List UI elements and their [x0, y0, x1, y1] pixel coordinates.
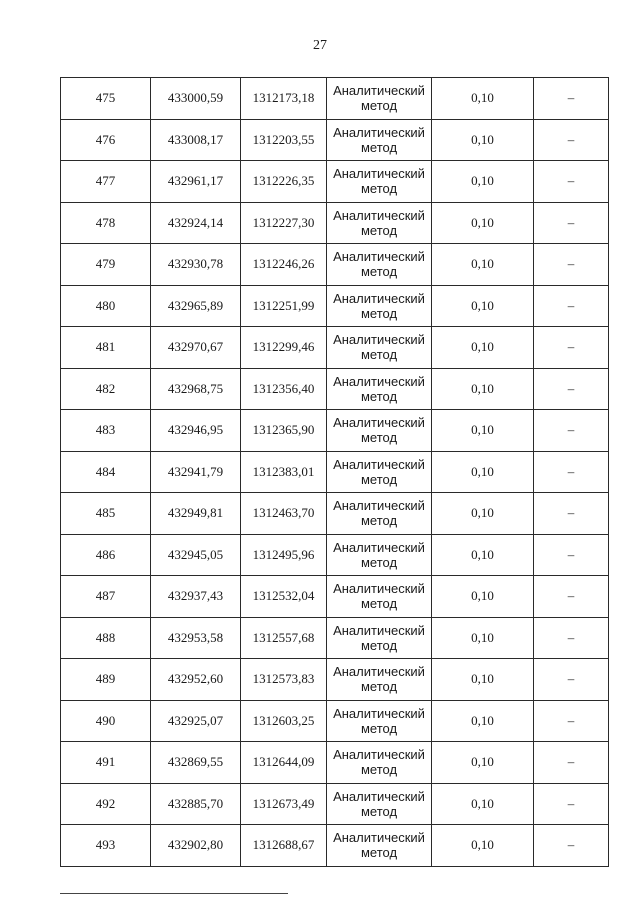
- method-label-line1: Аналитический: [333, 747, 425, 763]
- method-label-line2: метод: [360, 471, 398, 487]
- method-label-line1: Аналитический: [333, 249, 425, 265]
- y-coordinate-cell: 1312173,18: [241, 78, 327, 120]
- error-value-cell: 0,10: [432, 534, 534, 576]
- point-number-cell: 478: [61, 202, 151, 244]
- method-label-line2: метод: [360, 762, 398, 778]
- error-value-cell: 0,10: [432, 368, 534, 410]
- method-cell: [327, 327, 432, 369]
- x-coordinate-cell: 432930,78: [151, 244, 241, 286]
- method-cell: [327, 783, 432, 825]
- method-label-line1: Аналитический: [333, 498, 425, 514]
- dash-cell: –: [534, 576, 609, 618]
- table-row: [61, 659, 609, 701]
- method-label-line1: Аналитический: [333, 166, 425, 182]
- point-number-cell: 493: [61, 825, 151, 867]
- error-value-cell: 0,10: [432, 161, 534, 203]
- y-coordinate-cell: 1312644,09: [241, 742, 327, 784]
- y-coordinate-cell: 1312573,83: [241, 659, 327, 701]
- table-row: [61, 410, 609, 452]
- method-label-line2: метод: [360, 596, 398, 612]
- y-coordinate-cell: 1312463,70: [241, 493, 327, 535]
- method-label-line1: Аналитический: [333, 788, 425, 804]
- x-coordinate-cell: 432924,14: [151, 202, 241, 244]
- x-coordinate-cell: 432961,17: [151, 161, 241, 203]
- method-cell: [327, 617, 432, 659]
- method-label-line2: метод: [360, 264, 398, 280]
- method-cell: [327, 78, 432, 120]
- table-body: [61, 78, 609, 867]
- x-coordinate-cell: 433000,59: [151, 78, 241, 120]
- table-row: [61, 451, 609, 493]
- y-coordinate-cell: 1312603,25: [241, 700, 327, 742]
- point-number-cell: 480: [61, 285, 151, 327]
- method-cell: [327, 659, 432, 701]
- method-label-line1: Аналитический: [333, 664, 425, 680]
- y-coordinate-cell: 1312246,26: [241, 244, 327, 286]
- point-number-cell: 490: [61, 700, 151, 742]
- y-coordinate-cell: 1312226,35: [241, 161, 327, 203]
- error-value-cell: 0,10: [432, 78, 534, 120]
- method-cell: [327, 742, 432, 784]
- method-label-line1: Аналитический: [333, 456, 425, 472]
- point-number-cell: 488: [61, 617, 151, 659]
- x-coordinate-cell: 432946,95: [151, 410, 241, 452]
- method-label-line2: метод: [360, 305, 398, 321]
- table-row: [61, 700, 609, 742]
- x-coordinate-cell: 432885,70: [151, 783, 241, 825]
- method-label-line2: метод: [360, 139, 398, 155]
- y-coordinate-cell: 1312495,96: [241, 534, 327, 576]
- table-row: [61, 78, 609, 120]
- x-coordinate-cell: 432965,89: [151, 285, 241, 327]
- dash-cell: –: [534, 327, 609, 369]
- point-number-cell: 484: [61, 451, 151, 493]
- method-label-line1: Аналитический: [333, 373, 425, 389]
- dash-cell: –: [534, 659, 609, 701]
- dash-cell: –: [534, 825, 609, 867]
- method-cell: [327, 161, 432, 203]
- y-coordinate-cell: 1312299,46: [241, 327, 327, 369]
- method-label-line2: метод: [360, 720, 398, 736]
- dash-cell: –: [534, 368, 609, 410]
- error-value-cell: 0,10: [432, 700, 534, 742]
- point-number-cell: 477: [61, 161, 151, 203]
- table-row: [61, 285, 609, 327]
- x-coordinate-cell: 432952,60: [151, 659, 241, 701]
- table-row: [61, 368, 609, 410]
- dash-cell: –: [534, 742, 609, 784]
- method-label-line2: метод: [360, 845, 398, 861]
- method-cell: [327, 534, 432, 576]
- method-label-line2: метод: [360, 98, 398, 114]
- method-label-line1: Аналитический: [333, 705, 425, 721]
- dash-cell: –: [534, 78, 609, 120]
- method-cell: [327, 410, 432, 452]
- dash-cell: –: [534, 244, 609, 286]
- dash-cell: –: [534, 119, 609, 161]
- dash-cell: –: [534, 451, 609, 493]
- method-label-line2: метод: [360, 637, 398, 653]
- table-row: [61, 783, 609, 825]
- error-value-cell: 0,10: [432, 119, 534, 161]
- dash-cell: –: [534, 493, 609, 535]
- table-row: [61, 576, 609, 618]
- method-label-line1: Аналитический: [333, 83, 425, 99]
- method-cell: [327, 119, 432, 161]
- error-value-cell: 0,10: [432, 451, 534, 493]
- x-coordinate-cell: 432925,07: [151, 700, 241, 742]
- error-value-cell: 0,10: [432, 410, 534, 452]
- method-label-line1: Аналитический: [333, 622, 425, 638]
- method-cell: [327, 700, 432, 742]
- point-number-cell: 483: [61, 410, 151, 452]
- point-number-cell: 482: [61, 368, 151, 410]
- method-label-line1: Аналитический: [333, 415, 425, 431]
- dash-cell: –: [534, 285, 609, 327]
- error-value-cell: 0,10: [432, 285, 534, 327]
- error-value-cell: 0,10: [432, 742, 534, 784]
- table-row: [61, 119, 609, 161]
- table-row: [61, 617, 609, 659]
- error-value-cell: 0,10: [432, 493, 534, 535]
- point-number-cell: 489: [61, 659, 151, 701]
- error-value-cell: 0,10: [432, 617, 534, 659]
- table-row: [61, 534, 609, 576]
- method-label-line2: метод: [360, 554, 398, 570]
- y-coordinate-cell: 1312227,30: [241, 202, 327, 244]
- point-number-cell: 479: [61, 244, 151, 286]
- error-value-cell: 0,10: [432, 659, 534, 701]
- footer-divider: [60, 893, 288, 894]
- error-value-cell: 0,10: [432, 783, 534, 825]
- x-coordinate-cell: 432949,81: [151, 493, 241, 535]
- method-cell: [327, 451, 432, 493]
- point-number-cell: 481: [61, 327, 151, 369]
- method-label-line2: метод: [360, 679, 398, 695]
- point-number-cell: 491: [61, 742, 151, 784]
- table-row: [61, 493, 609, 535]
- y-coordinate-cell: 1312532,04: [241, 576, 327, 618]
- method-label-line2: метод: [360, 388, 398, 404]
- dash-cell: –: [534, 700, 609, 742]
- method-label-line2: метод: [360, 181, 398, 197]
- table-row: [61, 244, 609, 286]
- x-coordinate-cell: 432953,58: [151, 617, 241, 659]
- dash-cell: –: [534, 617, 609, 659]
- point-number-cell: 492: [61, 783, 151, 825]
- point-number-cell: 476: [61, 119, 151, 161]
- y-coordinate-cell: 1312383,01: [241, 451, 327, 493]
- y-coordinate-cell: 1312673,49: [241, 783, 327, 825]
- error-value-cell: 0,10: [432, 244, 534, 286]
- y-coordinate-cell: 1312365,90: [241, 410, 327, 452]
- y-coordinate-cell: 1312557,68: [241, 617, 327, 659]
- error-value-cell: 0,10: [432, 825, 534, 867]
- method-cell: [327, 825, 432, 867]
- method-label-line1: Аналитический: [333, 581, 425, 597]
- point-number-cell: 486: [61, 534, 151, 576]
- y-coordinate-cell: 1312251,99: [241, 285, 327, 327]
- x-coordinate-cell: 432968,75: [151, 368, 241, 410]
- table-row: [61, 742, 609, 784]
- x-coordinate-cell: 432941,79: [151, 451, 241, 493]
- dash-cell: –: [534, 783, 609, 825]
- dash-cell: –: [534, 202, 609, 244]
- page-number: 27: [313, 38, 327, 53]
- point-number-cell: 485: [61, 493, 151, 535]
- y-coordinate-cell: 1312688,67: [241, 825, 327, 867]
- y-coordinate-cell: 1312203,55: [241, 119, 327, 161]
- method-label-line1: Аналитический: [333, 830, 425, 846]
- x-coordinate-cell: 432869,55: [151, 742, 241, 784]
- method-label-line2: метод: [360, 803, 398, 819]
- y-coordinate-cell: 1312356,40: [241, 368, 327, 410]
- point-number-cell: 487: [61, 576, 151, 618]
- table-row: [61, 327, 609, 369]
- x-coordinate-cell: 432945,05: [151, 534, 241, 576]
- method-cell: [327, 576, 432, 618]
- method-cell: [327, 368, 432, 410]
- method-cell: [327, 244, 432, 286]
- method-label-line1: Аналитический: [333, 539, 425, 555]
- coordinates-table: [60, 77, 609, 867]
- error-value-cell: 0,10: [432, 202, 534, 244]
- x-coordinate-cell: 432970,67: [151, 327, 241, 369]
- table-row: [61, 161, 609, 203]
- x-coordinate-cell: 432902,80: [151, 825, 241, 867]
- method-label-line2: метод: [360, 222, 398, 238]
- table-row: [61, 825, 609, 867]
- dash-cell: –: [534, 161, 609, 203]
- method-label-line2: метод: [360, 513, 398, 529]
- method-cell: [327, 285, 432, 327]
- method-label-line2: метод: [360, 347, 398, 363]
- x-coordinate-cell: 432937,43: [151, 576, 241, 618]
- method-cell: [327, 202, 432, 244]
- method-label-line1: Аналитический: [333, 124, 425, 140]
- method-label-line1: Аналитический: [333, 332, 425, 348]
- method-label-line2: метод: [360, 430, 398, 446]
- error-value-cell: 0,10: [432, 327, 534, 369]
- method-cell: [327, 493, 432, 535]
- method-label-line1: Аналитический: [333, 207, 425, 223]
- point-number-cell: 475: [61, 78, 151, 120]
- error-value-cell: 0,10: [432, 576, 534, 618]
- dash-cell: –: [534, 410, 609, 452]
- dash-cell: –: [534, 534, 609, 576]
- x-coordinate-cell: 433008,17: [151, 119, 241, 161]
- table-row: [61, 202, 609, 244]
- method-label-line1: Аналитический: [333, 290, 425, 306]
